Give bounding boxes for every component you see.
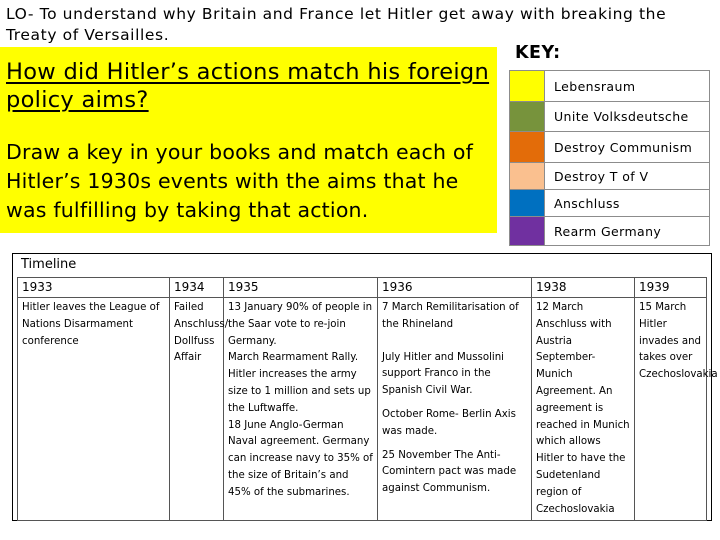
key-label-volksdeutsche: Unite Volksdeutsche (545, 102, 710, 132)
year-1938: 1938 (532, 278, 635, 298)
event-failed-anschluss: Failed Anschluss/ Dollfuss Affair (174, 302, 229, 364)
key-swatch-tov (510, 163, 545, 190)
event-rome-berlin-axis: October Rome- Berlin Axis was made. (382, 408, 516, 437)
instruction-text: Draw a key in your books and match each of Hitler’s 1930s events with the aims that he was fulfilling by taking that action. (6, 140, 474, 222)
key-row-tov (510, 163, 710, 190)
event-spanish-civil-war: July Hitler and Mussolini support Franco in the Spanish Civil War. (382, 351, 505, 397)
key-row-rearm (510, 217, 710, 246)
key-row-anschluss (510, 190, 710, 217)
key-row-volksdeutsche (510, 102, 710, 132)
key-title: KEY: (515, 43, 561, 63)
events-1935 (224, 298, 378, 521)
year-1939: 1939 (635, 278, 707, 298)
key-label-communism: Destroy Communism (545, 132, 710, 163)
timeline-events-row (18, 298, 707, 521)
key-table (509, 70, 710, 246)
event-anti-comintern: 25 November The Anti-Comintern pact was made against Communism. (382, 449, 517, 495)
timeline-box (12, 253, 718, 521)
event-munich-agreement: September- Munich Agreement. An agreement is reached in Munich which allows Hitler to have the Sudetenland region of Czechoslovakia (536, 352, 630, 515)
events-1934 (170, 298, 229, 521)
key-row-communism (510, 132, 710, 163)
timeline-title: Timeline (21, 257, 77, 272)
timeline-header-row (18, 278, 707, 298)
key-label-rearm: Rearm Germany (545, 217, 710, 246)
year-1933: 1933 (18, 278, 170, 298)
key-swatch-lebensraum (510, 71, 545, 102)
timeline-table (17, 277, 718, 521)
event-rhineland: 7 March Remilitarisation of the Rhineland (382, 302, 519, 330)
lo-heading: LO- To understand why Britain and France let Hitler get away with breaking the Treaty of Versailles. (6, 5, 667, 44)
event-league-exit: Hitler leaves the League of Nations Disarmament conference (22, 302, 160, 347)
event-czechoslovakia: 15 March Hitler invades and takes over Czechoslovakia (639, 302, 718, 381)
key-swatch-anschluss (510, 190, 545, 217)
event-saar-vote: 13 January 90% of people in the Saar vote to re-join Germany. (228, 302, 373, 347)
key-swatch-rearm (510, 217, 545, 246)
year-1934: 1934 (170, 278, 224, 298)
year-1935: 1935 (224, 278, 378, 298)
key-swatch-volksdeutsche (510, 102, 545, 132)
event-naval-agreement: 18 June Anglo-German Naval agreement. Germany can increase navy to 35% of the size of Britain’s and 45% of the submarines. (228, 419, 373, 498)
event-anschluss: 12 March Anschluss with Austria (536, 302, 612, 347)
events-1938 (532, 298, 635, 521)
event-rearmament-rally: March Rearmament Rally. Hitler increases the army size to 1 million and sets up the Luftwaffe. (228, 352, 371, 414)
key-label-lebensraum: Lebensraum (545, 71, 710, 102)
key-label-tov: Destroy T of V (545, 163, 710, 190)
events-1936 (378, 298, 532, 521)
question-title: How did Hitler’s actions match his foreign policy aims? (6, 59, 490, 113)
events-1933 (18, 298, 170, 521)
year-1936: 1936 (378, 278, 532, 298)
key-swatch-communism (510, 132, 545, 163)
key-row-lebensraum (510, 71, 710, 102)
events-1939 (635, 298, 718, 521)
key-label-anschluss: Anschluss (545, 190, 710, 217)
